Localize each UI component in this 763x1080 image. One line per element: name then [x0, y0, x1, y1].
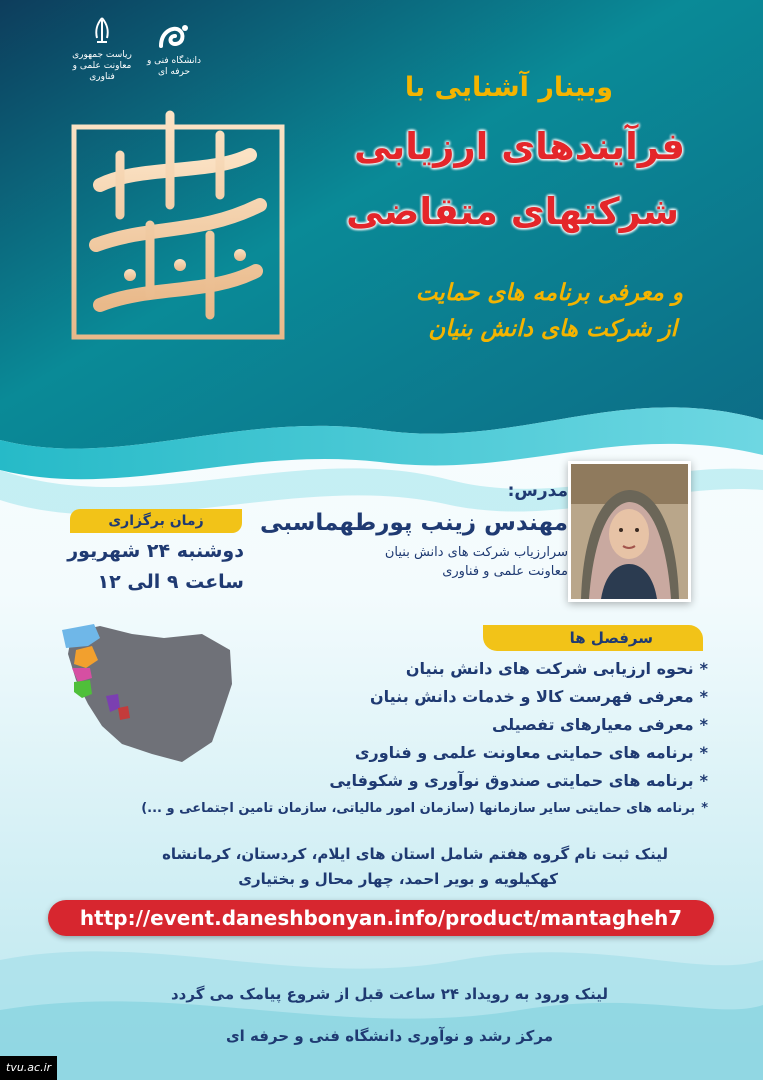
footer-notice: لینک ورود به رویداد ۲۴ ساعت قبل از شروع پیامک می گردد: [170, 985, 608, 1003]
topic-label: نحوه ارزیابی شرکت های دانش بنیان: [405, 659, 694, 678]
bullet-icon: *: [699, 743, 708, 762]
bullet-icon: *: [699, 659, 708, 678]
topics-list: [68, 655, 708, 823]
topic-label: معرفی معیارهای تفصیلی: [491, 715, 694, 734]
bullet-icon: *: [699, 687, 708, 706]
instructor-name: مهندس زینب پورطهماسبی: [260, 510, 568, 536]
site-watermark[interactable]: tvu.ac.ir: [0, 1056, 57, 1080]
topic-label: برنامه های حمایتی صندوق نوآوری و شکوفایی: [329, 771, 694, 790]
instructor-photo: [568, 461, 691, 602]
university-line: دانشگاه فنی و حرفه ای: [146, 56, 202, 77]
topic-item: [68, 795, 708, 823]
university-logo: [140, 22, 208, 78]
hero-sub-line2: از شرکت های دانش بنیان: [428, 316, 677, 342]
topic-item: [68, 711, 708, 739]
registration-link[interactable]: http://event.daneshbonyan.info/product/mantagheh7: [48, 900, 714, 936]
calligraphy-frame-icon: [60, 95, 295, 345]
bullet-icon: *: [699, 715, 708, 734]
portrait-icon: [571, 464, 688, 599]
instructor-sub1: سرارزیاب شرکت های دانش بنیان: [384, 545, 568, 560]
topic-item: [68, 739, 708, 767]
topic-label: برنامه های حمایتی معاونت علمی و فناوری: [354, 743, 694, 762]
presidency-line2: معاونت علمی و فناوری: [72, 61, 132, 82]
emblem-icon: [91, 16, 113, 46]
topics-tag: سرفصل ها: [483, 625, 703, 651]
when-day: دوشنبه ۲۴ شهریور: [67, 540, 244, 562]
when-time: ساعت ۹ الی ۱۲: [97, 571, 244, 593]
presidency-line1: ریاست جمهوری: [72, 50, 132, 60]
topic-item: [68, 767, 708, 795]
instructor-sub2: معاونت علمی و فناوری: [442, 564, 568, 579]
hero-kicker: وبینار آشنایی با: [404, 72, 613, 103]
university-emblem-icon: [157, 22, 191, 52]
topic-label: معرفی فهرست کالا و خدمات دانش بنیان: [369, 687, 694, 706]
topic-label: برنامه های حمایتی سایر سازمانها (سازمان امور مالیاتی، سازمان تامین اجتماعی و ...): [141, 801, 696, 816]
footer-center-name: مرکز رشد و نوآوری دانشگاه فنی و حرفه ای: [225, 1027, 553, 1045]
hero-title-line1: فرآیندهای ارزیابی: [353, 125, 685, 168]
instructor-role: مدرس:: [507, 481, 568, 501]
topic-item: [68, 655, 708, 683]
when-tag: زمان برگزاری: [70, 509, 242, 533]
registration-line1: لینک ثبت نام گروه هفتم شامل استان های ایلام، کردستان، کرمانشاه: [162, 845, 668, 863]
bullet-icon: *: [701, 801, 708, 816]
registration-line2: کهکیلویه و بویر احمد، چهار محال و بختیاری: [238, 870, 558, 888]
hero-title-line2: شرکتهای متقاضی: [346, 190, 679, 233]
brand-calligraphy-logo: [60, 95, 295, 345]
topic-item: [68, 683, 708, 711]
hero-sub-line1: و معرفی برنامه های حمایت: [415, 280, 683, 306]
bullet-icon: *: [699, 771, 708, 790]
presidency-logo: [72, 16, 132, 83]
